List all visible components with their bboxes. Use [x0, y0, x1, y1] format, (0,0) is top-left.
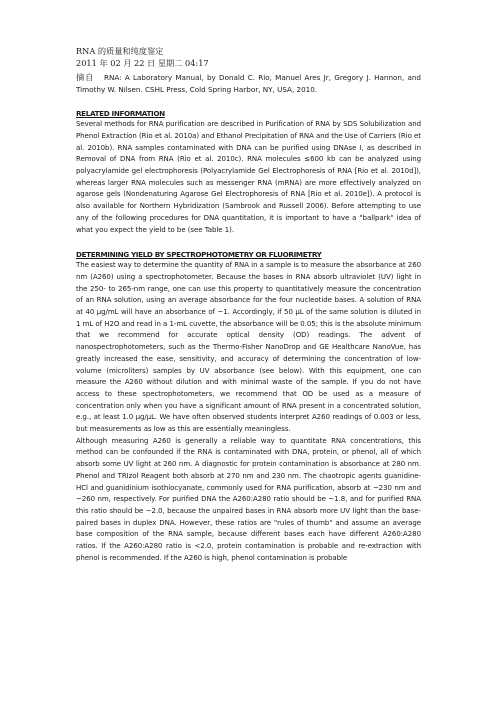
excerpt-text: RNA: A Laboratory Manual, by Donald C. Rio, Manuel Ares Jr, Gregory J. Hannon, and Timothy W. Nilsen. CSHL Press, Cold Spring Harbor, NY, USA, 2010. [76, 73, 421, 94]
paragraph: Although measuring A260 is generally a reliable way to quantitate RNA concentrations, this method can be confounded if the RNA is contaminated with DNA, protein, or phenol, all of which absorb some UV light at 260 nm. A diagnostic for protein contamination is absorbance at 280 nm. Phenol and TRIzol Reagent both absorb at 270 nm and 230 nm. The chaotropic agents guanidine-HCl and guanidinium isothiocyanate, commonly used for RNA purification, absorb at ~230 nm and ~260 nm, respectively. For purified DNA the A260:A280 ratio should be ~1.8, and for purified RNA this ratio should be ~2.0, because the unpaired bases in RNA absorb more UV light than the base-paired bases in duplex DNA. However, these ratios are "rules of thumb" and assume an average base composition of the RNA sample, because different bases each have different A260:A280 ratios. If the A260:A280 ratio is <2.0, protein contamination is probable and re-extraction with phenol is recommended. If the A260 is high, phenol contamination is probable [76, 436, 421, 562]
section-determining-yield [76, 249, 421, 564]
section-heading: DETERMINING YIELD BY SPECTROPHOTOMETRY OR FLUORIMETRY [76, 250, 322, 260]
section-related-information [76, 108, 421, 236]
date-line: 2011 年 02 月 22 日 星期二 04:17 [76, 58, 209, 68]
document-title: RNA 的质量和纯度鉴定 [76, 46, 164, 56]
section-heading: RELATED INFORMATION [76, 109, 165, 119]
document-page [76, 46, 421, 565]
paragraph: Several methods for RNA purification are described in Purification of RNA by SDS Solubilization and Phenol Extraction (Rio et al. 2010a) and Ethanol Precipitation of RNA and the Use of Carriers (Rio et al. 2010b). RNA samples contaminated with DNA can be purified using DNAse I, as described in Removal of DNA from RNA (Rio et al. 2010c). RNA molecules ≤600 kb can be analyzed using polyacrylamide gel electrophoresis (Polyacrylamide Gel Electrophoresis of RNA [Rio et al. 2010d]), whereas larger RNA molecules such as messenger RNA (mRNA) are more effectively analyzed on agarose gels (Nondenaturing Agarose Gel Electrophoresis of RNA [Rio et al. 2010e]). A protocol is also available for Northern Hybridization (Sambrook and Russell 2006). Before attempting to use any of the following procedures for DNA quantitation, it is important to have a "ballpark" idea of what you expect the yield to be (see Table 1). [76, 120, 421, 234]
source-excerpt [76, 72, 421, 95]
paragraph: The easiest way to determine the quantity of RNA in a sample is to measure the absorbance at 260 nm (A260) using a spectrophotometer. Because the bases in RNA absorb ultraviolet (UV) light in the 250- to 265-nm range, one can use this property to quantitatively measure the concentration of an RNA solution, using an average absorbance for the four nucleotide bases. A solution of RNA at 40 μg/mL will have an absorbance of ~1. Accordingly, if 50 μL of the same solution is diluted in 1 mL of H2O and read in a 1-mL cuvette, the absorbance will be 0.05; this is the absolute minimum that we recommend for accurate optical density (OD) readings. The advent of nanospectrophotometers, such as the Thermo-Fisher NanoDrop and GE Healthcare NanoVue, has greatly increased the ease, sensitivity, and accuracy of determining the concentration of low-volume (microliters) samples by UV absorbance (see below). With this equipment, one can measure the A260 without dilution and with minimal waste of the sample. If you do not have access to these spectrophotometers, we recommend that OD be used as a measure of concentration only when you have a significant amount of RNA present in a concentrated solution, e.g., at least 1.0 μg/μL. We have often observed students interpret A260 readings of 0.003 or less, but measurements as low as this are essentially meaningless. [76, 261, 421, 434]
excerpt-label: 摘自 [76, 72, 95, 82]
